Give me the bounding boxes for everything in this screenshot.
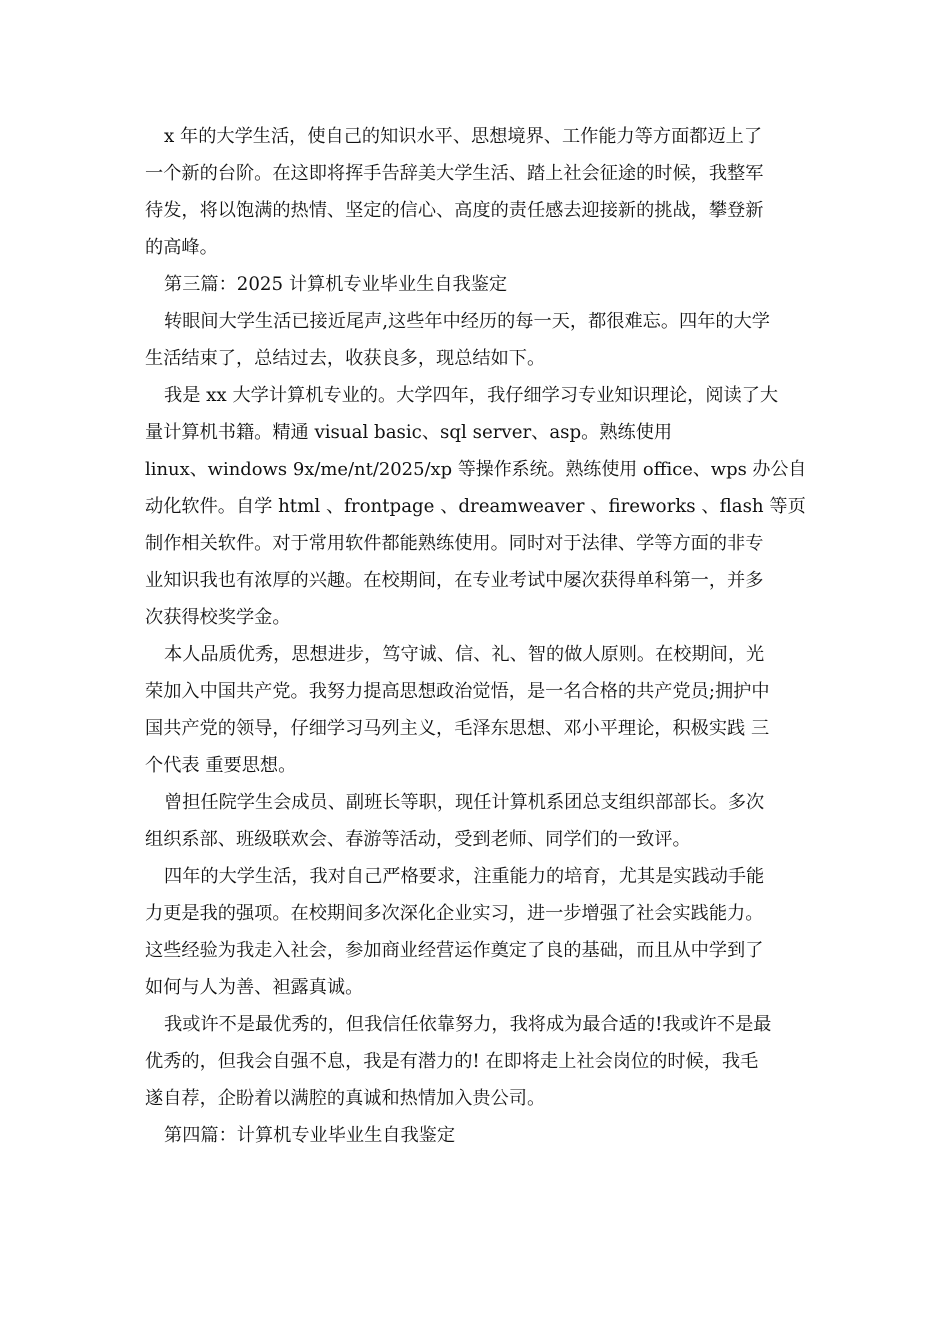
paragraph-7 <box>145 1006 810 1117</box>
heading-text: 第三篇：2025 计算机专业毕业生自我鉴定 <box>164 274 508 295</box>
paragraph-5 <box>145 784 810 858</box>
text-line: 业知识我也有浓厚的兴趣。在校期间，在专业考试中屡次获得单科第一，并多 <box>145 570 764 591</box>
text-line: 待发，将以饱满的热情、坚定的信心、高度的责任感去迎接新的挑战，攀登新 <box>145 200 764 221</box>
text-line: 个代表 重要思想。 <box>145 755 297 776</box>
text-line: 量计算机书籍。精通 visual basic、sql server、asp。熟练使用 <box>145 422 673 443</box>
text-line: 一个新的台阶。在这即将挥手告辞美大学生活、踏上社会征途的时候，我整军 <box>145 163 764 184</box>
text-line: 四年的大学生活，我对自己严格要求，注重能力的培育，尤其是实践动手能 <box>164 866 765 887</box>
text-line: 的高峰。 <box>145 237 218 258</box>
paragraph-4 <box>145 636 810 784</box>
paragraph-2 <box>145 303 810 377</box>
paragraph-1 <box>145 118 810 266</box>
text-line: 我是 xx 大学计算机专业的。大学四年，我仔细学习专业知识理论，阅读了大 <box>164 385 779 406</box>
text-line: 这些经验为我走入社会，参加商业经营运作奠定了良的基础，而且从中学到了 <box>145 940 764 961</box>
text-line: 遂自荐，企盼着以满腔的真诚和热情加入贵公司。 <box>145 1088 546 1109</box>
paragraph-3 <box>145 377 810 636</box>
heading-text: 第四篇：计算机专业毕业生自我鉴定 <box>164 1125 456 1146</box>
text-line: linux、windows 9x/me/nt/2025/xp 等操作系统。熟练使用 office、wps 办公自 <box>145 459 807 480</box>
text-line: x 年的大学生活，使自己的知识水平、思想境界、工作能力等方面都迈上了 <box>164 126 763 147</box>
text-line: 如何与人为善、袒露真诚。 <box>145 977 364 998</box>
text-line: 荣加入中国共产党。我努力提高思想政治觉悟，是一名合格的共产党员;拥护中 <box>145 681 770 702</box>
document-body <box>145 118 810 1154</box>
section-heading-4 <box>145 1117 810 1154</box>
text-line: 本人品质优秀，思想进步，笃守诚、信、礼、智的做人原则。在校期间，光 <box>164 644 765 665</box>
text-line: 生活结束了，总结过去，收获良多，现总结如下。 <box>145 348 546 369</box>
text-line: 优秀的，但我会自强不息，我是有潜力的! 在即将走上社会岗位的时候，我毛 <box>145 1051 759 1072</box>
text-line: 次获得校奖学金。 <box>145 607 291 628</box>
text-line: 转眼间大学生活已接近尾声,这些年中经历的每一天，都很难忘。四年的大学 <box>164 311 770 332</box>
text-line: 动化软件。自学 html 、frontpage 、dreamweaver 、fireworks 、flash 等页 <box>145 496 806 517</box>
section-heading-3 <box>145 266 810 303</box>
paragraph-6 <box>145 858 810 1006</box>
text-line: 力更是我的强项。在校期间多次深化企业实习，进一步增强了社会实践能力。 <box>145 903 764 924</box>
text-line: 制作相关软件。对于常用软件都能熟练使用。同时对于法律、学等方面的非专 <box>145 533 764 554</box>
text-line: 我或许不是最优秀的，但我信任依靠努力，我将成为最合适的!我或许不是最 <box>164 1014 772 1035</box>
text-line: 组织系部、班级联欢会、春游等活动，受到老师、同学们的一致评。 <box>145 829 691 850</box>
text-line: 曾担任院学生会成员、副班长等职，现任计算机系团总支组织部部长。多次 <box>164 792 765 813</box>
text-line: 国共产党的领导，仔细学习马列主义，毛泽东思想、邓小平理论，积极实践 三 <box>145 718 770 739</box>
